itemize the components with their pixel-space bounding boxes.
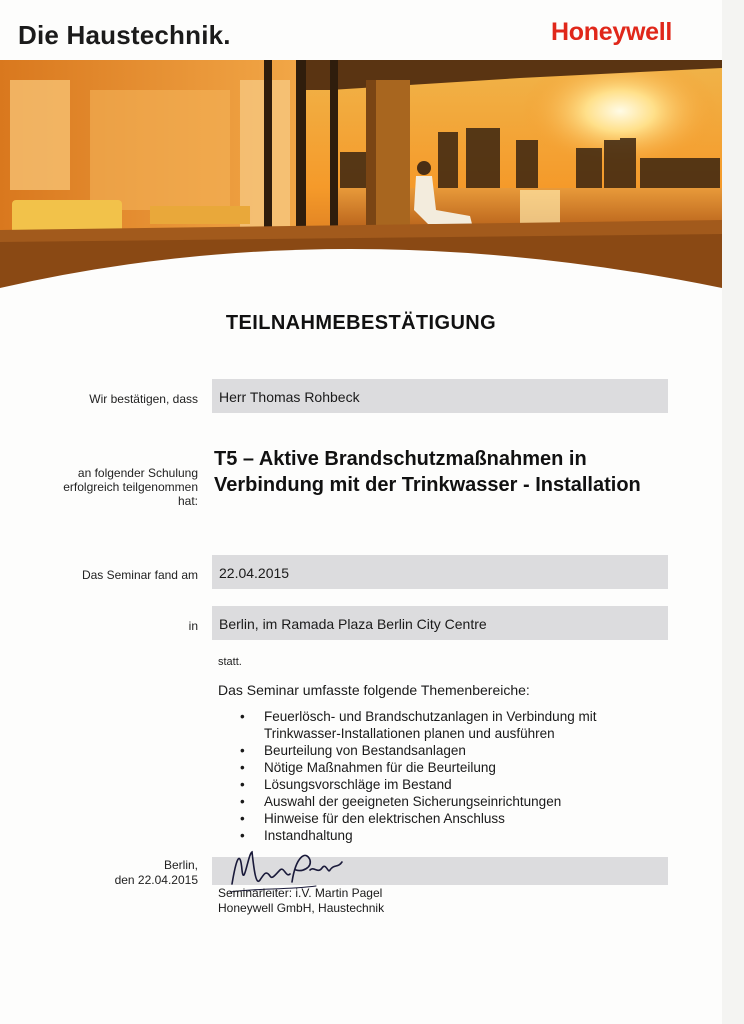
confirm-label: Wir bestätigen, dass <box>89 392 198 406</box>
list-item: • Beurteilung von Bestandsanlagen <box>240 742 660 759</box>
course-label-line: an folgender Schulung <box>77 466 198 480</box>
course-label-line: erfolgreich teilgenommen <box>63 480 198 494</box>
signer-block <box>218 886 384 916</box>
seminar-location: Berlin, im Ramada Plaza Berlin City Centre <box>219 616 487 632</box>
haustechnik-wordmark: Die Haustechnik. <box>18 20 231 50</box>
location-label: in <box>188 619 198 633</box>
course-label-line: hat: <box>177 494 198 508</box>
hero-photo <box>0 60 722 292</box>
seminar-date: 22.04.2015 <box>219 565 290 581</box>
list-item: • Auswahl der geeigneten Sicherungseinrichtungen <box>240 793 660 810</box>
signer-company: Honeywell GmbH, Haustechnik <box>218 901 385 915</box>
topics-intro: Das Seminar umfasste folgende Themenbereiche: <box>218 682 530 698</box>
list-item: • Lösungsvorschläge im Bestand <box>240 776 660 793</box>
sunset-terrace-photo <box>0 60 722 292</box>
statt-text: statt. <box>218 656 242 668</box>
document-title: TEILNAHMEBESTÄTIGUNG <box>225 312 497 334</box>
honeywell-logo: Honeywell <box>551 18 672 46</box>
list-item: • Feuerlösch- und Brandschutzanlagen in Verbindung mit Trinkwasser-Installationen planen und ausführen <box>240 708 660 742</box>
course-title: T5 – Aktive Brandschutzmaßnahmen in Verbindung mit der Trinkwasser - Installation <box>214 448 641 496</box>
topics-list <box>240 708 660 844</box>
course-label <box>63 466 198 508</box>
list-item: • Nötige Maßnahmen für die Beurteilung <box>240 759 660 776</box>
list-item: • Hinweise für den elektrischen Anschluss <box>240 810 660 827</box>
participant-name: Herr Thomas Rohbeck <box>219 389 360 405</box>
signer-name: Seminarleiter: i.V. Martin Pagel <box>218 886 383 900</box>
place: Berlin, <box>163 858 198 872</box>
date-label: Das Seminar fand am <box>81 568 198 582</box>
scan-edge <box>722 0 744 1024</box>
issue-date: den 22.04.2015 <box>114 873 198 887</box>
place-date <box>115 858 198 888</box>
list-item: • Instandhaltung <box>240 827 660 844</box>
